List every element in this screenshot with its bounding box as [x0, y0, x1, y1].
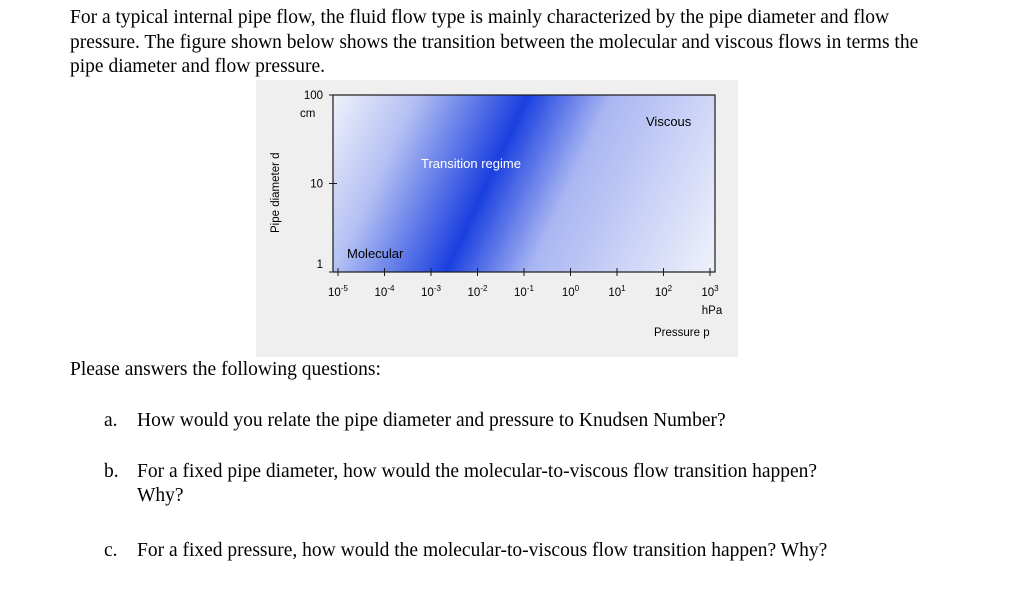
x-tick-label: $10^{-5}$: [328, 284, 348, 299]
question-text: [137, 460, 937, 508]
x-tick-label: $10^{-4}$: [374, 284, 395, 299]
y-tick-label: 100: [303, 90, 323, 102]
pipe-flow-figure: [256, 80, 738, 357]
y-axis-label: Pipe diameter d: [270, 152, 282, 233]
y-tick-label: 10: [310, 178, 323, 191]
x-tick-label: $10^2$: [654, 284, 673, 299]
intro-paragraph: For a typical internal pipe flow, the fluid flow type is mainly characterized by the pipe diameter and flow pressure. The figure shown below shows the transition between the molecular and viscous flows in terms the pipe diameter and flow pressure.: [70, 7, 919, 77]
region-label-viscous: Viscous: [646, 114, 692, 129]
x-axis-label: Pressure p: [654, 327, 710, 339]
question-text: For a fixed pressure, how would the molecular-to-viscous flow transition happen? Why?: [137, 540, 828, 561]
x-tick-label: $10^1$: [608, 284, 626, 299]
question-letter: c.: [104, 540, 118, 561]
x-tick-label: $10^{-2}$: [467, 284, 488, 299]
x-unit-label: hPa: [701, 305, 723, 317]
flow-regime-chart: [256, 80, 738, 357]
question-line: Why?: [137, 485, 184, 506]
x-tick-label: $10^{-3}$: [421, 284, 441, 299]
x-axis-ticks: [328, 268, 719, 299]
question-letter: b.: [104, 461, 119, 482]
y-tick-label: 1: [316, 259, 323, 271]
question-letter: a.: [104, 410, 118, 431]
x-tick-label: $10^{-1}$: [514, 284, 534, 299]
y-unit-label: cm: [300, 108, 316, 120]
region-label-transition: Transition regime: [421, 156, 521, 171]
question-text: How would you relate the pipe diameter and pressure to Knudsen Number?: [137, 410, 726, 431]
x-tick-label: $10^3$: [701, 284, 719, 299]
questions-prompt: Please answers the following questions:: [70, 359, 381, 380]
question-line: For a fixed pipe diameter, how would the molecular-to-viscous flow transition happen?: [137, 461, 818, 482]
region-label-molecular: Molecular: [347, 246, 404, 261]
x-tick-label: $10^0$: [561, 284, 580, 299]
